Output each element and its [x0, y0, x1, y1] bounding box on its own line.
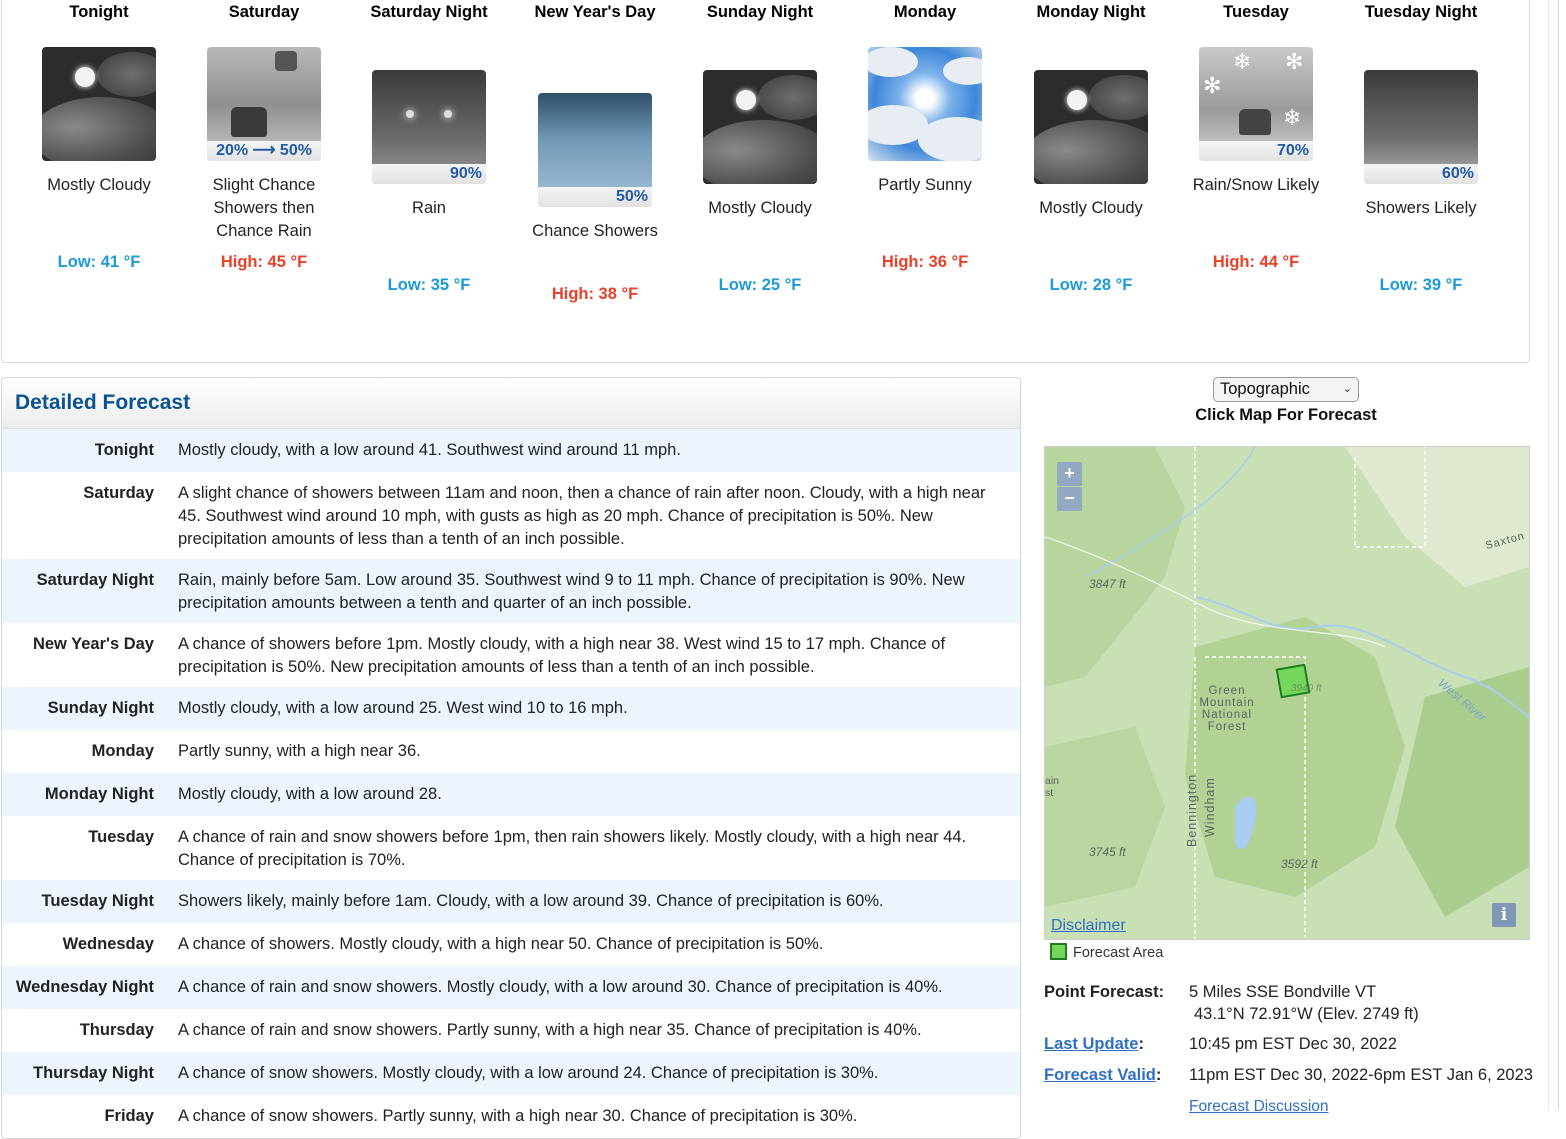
- forecast-map[interactable]: [1044, 446, 1530, 940]
- temperature: Low: 41 °F: [57, 253, 141, 271]
- detailed-forecast-row: [2, 1009, 1020, 1052]
- temperature: High: 36 °F: [881, 253, 969, 271]
- precip-chance: 70%: [1199, 141, 1313, 161]
- point-coordinates: 43.1°N 72.91°W (Elev. 2749 ft): [1194, 1005, 1419, 1023]
- colon: :: [1155, 1066, 1162, 1084]
- forecast-tombstone[interactable]: [1016, 1, 1166, 297]
- partly-sunny-icon: [868, 47, 982, 161]
- row-text: A chance of snow showers. Mostly cloudy, with a low around 24. Chance of precipitation is 30%.: [178, 1064, 879, 1082]
- row-period: Tonight: [94, 441, 154, 459]
- short-description: Chance Showers: [532, 222, 658, 240]
- colon: :: [1138, 1035, 1144, 1053]
- point-forecast-value: 5 Miles SSE Bondville VT: [1189, 983, 1377, 1001]
- map-layer-value: Topographic: [1220, 380, 1310, 398]
- period-name: Tuesday Night: [1364, 3, 1478, 21]
- row-text: A slight chance of showers between 11am and noon, then a chance of rain after noon. Cloudy, with a high near 45. Southwest wind around 10 mph, with gusts as high as 20 mph. Chance of precipitation is 50%. New precipitation amounts of less than a tenth of an inch possible.: [178, 484, 986, 548]
- detailed-forecast-title: Detailed Forecast: [15, 391, 191, 414]
- row-text: Rain, mainly before 5am. Low around 35. Southwest wind 9 to 11 mph. Chance of precipitation is 90%. New precipitation amounts between a tenth and quarter of an inch possible.: [178, 571, 965, 612]
- row-text: Mostly cloudy, with a low around 41. Southwest wind around 11 mph.: [178, 441, 681, 459]
- forest-label: Green Mountain National Forest: [1199, 685, 1255, 733]
- detailed-forecast-row: [2, 773, 1020, 816]
- short-description: Showers Likely: [1365, 199, 1477, 217]
- temperature: Low: 39 °F: [1379, 276, 1463, 294]
- temperature: High: 45 °F: [220, 253, 308, 271]
- info-button[interactable]: i: [1492, 903, 1516, 927]
- row-text: A chance of showers before 1pm. Mostly cloudy, with a high near 38. West wind 15 to 17 mph. Chance of precipitation is 50%. New precipitation amounts of less than a tenth of an inch possible.: [178, 635, 946, 676]
- short-description: Mostly Cloudy: [47, 176, 151, 194]
- elevation-label: 3592 ft: [1281, 857, 1318, 871]
- precip-chance: 60%: [1364, 164, 1478, 184]
- detailed-forecast-row: [2, 880, 1020, 923]
- detailed-forecast-row: [2, 1095, 1020, 1138]
- county-label: Bennington: [1185, 773, 1199, 847]
- mostly-cloudy-night-icon: [42, 47, 156, 161]
- row-period: Friday: [104, 1107, 154, 1125]
- row-text: Showers likely, mainly before 1am. Cloudy, with a low around 39. Chance of precipitation is 60%.: [178, 892, 884, 910]
- forecast-tombstone[interactable]: [850, 1, 1000, 274]
- row-period: Saturday: [83, 484, 154, 502]
- row-period: Wednesday Night: [15, 978, 154, 996]
- temperature: Low: 28 °F: [1049, 276, 1133, 294]
- forecast-tombstone[interactable]: [1346, 1, 1496, 297]
- last-update-value: 10:45 pm EST Dec 30, 2022: [1189, 1035, 1397, 1053]
- short-description: Slight Chance Showers then Chance Rain: [212, 176, 316, 240]
- short-description: Partly Sunny: [878, 176, 972, 194]
- forecast-valid-row: [1044, 1064, 1161, 1087]
- detailed-forecast-row: [2, 1052, 1020, 1095]
- detailed-forecast-row: [2, 623, 1020, 687]
- precip-chance: 20% ⟶ 50%: [207, 141, 321, 161]
- detailed-forecast-row: [2, 472, 1020, 559]
- chevron-down-icon: ⌄: [1342, 383, 1352, 395]
- seven-day-forecast: [1, 0, 1530, 363]
- point-forecast-label: Point Forecast:: [1044, 983, 1165, 1001]
- mostly-cloudy-night-icon: [703, 70, 817, 184]
- map-hint: Click Map For Forecast: [1195, 406, 1377, 424]
- precip-chance: 50%: [538, 187, 652, 207]
- temperature: Low: 25 °F: [718, 276, 802, 294]
- map-legend: [1050, 943, 1163, 962]
- row-text: Mostly cloudy, with a low around 28.: [178, 785, 442, 803]
- detailed-forecast-row: [2, 966, 1020, 1009]
- row-text: A chance of showers. Mostly cloudy, with a high near 50. Chance of precipitation is 50%.: [178, 935, 824, 953]
- map-edge-label: ain st: [1045, 775, 1060, 799]
- town-label: Saxton: [1484, 529, 1527, 553]
- forecast-tombstone[interactable]: [1181, 1, 1331, 274]
- precip-chance: 90%: [372, 164, 486, 184]
- row-period: Tuesday: [88, 828, 154, 846]
- showers-night-icon: [1364, 70, 1478, 184]
- period-name: Monday Night: [1036, 3, 1146, 21]
- detailed-forecast-row: [2, 687, 1020, 730]
- detailed-forecast-row: [2, 923, 1020, 966]
- row-period: Saturday Night: [36, 571, 154, 589]
- row-text: A chance of rain and snow showers. Mostly cloudy, with a low around 30. Chance of precipitation is 40%.: [178, 978, 943, 996]
- rain-snow-icon: ✻ ❄ ✻ ❄ 70%: [1199, 47, 1313, 161]
- detailed-forecast-header: [2, 378, 1020, 429]
- row-period: Thursday Night: [32, 1064, 154, 1082]
- county-label: Windham: [1203, 777, 1217, 837]
- temperature: High: 38 °F: [551, 285, 639, 303]
- legend-label: Forecast Area: [1073, 945, 1164, 961]
- forecast-valid-link[interactable]: Forecast Valid: [1044, 1066, 1156, 1084]
- page-scrollbar[interactable]: [1548, 0, 1566, 1110]
- forecast-tombstone[interactable]: [520, 1, 670, 306]
- row-text: A chance of rain and snow showers before 1pm, then rain showers likely. Mostly cloudy, with a high near 44. Chance of precipitation is 70%.: [178, 828, 967, 869]
- row-period: Monday: [91, 742, 154, 760]
- period-name: Saturday: [228, 3, 300, 21]
- forecast-tombstone[interactable]: [189, 1, 339, 274]
- row-period: Sunday Night: [47, 699, 154, 717]
- temperature: Low: 35 °F: [387, 276, 471, 294]
- short-description: Rain: [412, 199, 446, 217]
- rain-night-icon: [372, 70, 486, 184]
- forecast-area-swatch: [1050, 943, 1067, 960]
- row-text: A chance of rain and snow showers. Partly sunny, with a high near 35. Chance of precipitation is 40%.: [178, 1021, 922, 1039]
- forecast-discussion-link[interactable]: Forecast Discussion: [1189, 1098, 1329, 1115]
- short-description: Rain/Snow Likely: [1192, 176, 1320, 194]
- row-text: Mostly cloudy, with a low around 25. West wind 10 to 16 mph.: [178, 699, 628, 717]
- detailed-forecast-row: [2, 559, 1020, 623]
- row-period: Thursday: [79, 1021, 154, 1039]
- period-name: Tonight: [69, 3, 129, 21]
- row-text: A chance of snow showers. Partly sunny, with a high near 30. Chance of precipitation is 30%.: [178, 1107, 858, 1125]
- map-layer-select[interactable]: [1213, 377, 1359, 402]
- period-name: New Year's Day: [534, 3, 656, 21]
- detailed-forecast-row: [2, 816, 1020, 880]
- rain-road-icon: [207, 47, 321, 161]
- period-name: Monday: [893, 3, 957, 21]
- row-period: Tuesday Night: [41, 892, 154, 910]
- row-period: New Year's Day: [32, 635, 154, 653]
- disclaimer-link[interactable]: Disclaimer: [1051, 917, 1126, 934]
- period-name: Tuesday: [1223, 3, 1289, 21]
- temperature: High: 44 °F: [1212, 253, 1300, 271]
- short-description: Mostly Cloudy: [708, 199, 812, 217]
- river-label: West River: [1435, 675, 1490, 725]
- period-name: Saturday Night: [370, 3, 488, 21]
- zoom-out-button[interactable]: −: [1057, 487, 1082, 511]
- last-update-link[interactable]: Last Update: [1044, 1035, 1139, 1053]
- detailed-forecast-row: [2, 730, 1020, 773]
- showers-icon: [538, 93, 652, 207]
- row-period: Wednesday: [62, 935, 154, 953]
- short-description: Mostly Cloudy: [1039, 199, 1143, 217]
- detailed-forecast-panel: [1, 377, 1021, 1139]
- elevation-label: 3847 ft: [1089, 577, 1126, 591]
- detailed-forecast-row: [2, 429, 1020, 472]
- elevation-label: 3745 ft: [1089, 845, 1126, 859]
- forecast-valid-value: 11pm EST Dec 30, 2022-6pm EST Jan 6, 2023: [1189, 1066, 1533, 1084]
- forecast-tombstone[interactable]: [354, 1, 504, 297]
- period-name: Sunday Night: [706, 3, 814, 21]
- elevation-label: 3940 ft: [1291, 683, 1322, 694]
- zoom-in-button[interactable]: +: [1057, 462, 1082, 486]
- row-text: Partly sunny, with a high near 36.: [178, 742, 421, 760]
- forecast-tombstone[interactable]: [24, 1, 174, 274]
- last-update-row: [1044, 1033, 1144, 1056]
- forecast-tombstone[interactable]: [685, 1, 835, 297]
- row-period: Monday Night: [44, 785, 154, 803]
- detailed-forecast-list: [2, 429, 1020, 1138]
- mostly-cloudy-night-icon: [1034, 70, 1148, 184]
